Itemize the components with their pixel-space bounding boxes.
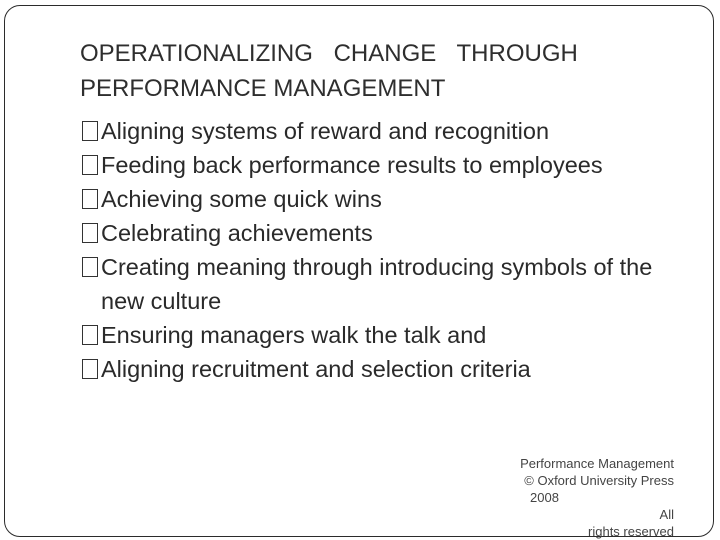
credit-line-year: 2008 xyxy=(530,490,559,505)
bullet-text: Ensuring managers walk the talk and xyxy=(101,322,487,348)
bullet-text: Aligning recruitment and selection criteria xyxy=(101,356,531,382)
bullet-text: Achieving some quick wins xyxy=(101,186,382,212)
square-bullet-icon xyxy=(82,223,98,243)
bullet-item xyxy=(80,250,700,318)
bullet-text: Feeding back performance results to employees xyxy=(101,152,603,178)
bullet-list xyxy=(80,114,700,386)
bullet-item xyxy=(80,148,700,182)
bullet-text: Aligning systems of reward and recognition xyxy=(101,118,550,144)
slide-title-line-2: PERFORMANCE MANAGEMENT xyxy=(80,75,446,102)
square-bullet-icon xyxy=(82,189,98,209)
slide-title xyxy=(80,36,680,106)
square-bullet-icon xyxy=(82,325,98,345)
bullet-text: Creating meaning through introducing symbols of the new culture xyxy=(101,254,653,314)
square-bullet-icon xyxy=(82,359,98,379)
square-bullet-icon xyxy=(82,257,98,277)
square-bullet-icon xyxy=(82,121,98,141)
bullet-item xyxy=(80,352,700,386)
bullet-item xyxy=(80,114,700,148)
credit-line-book: Performance Management xyxy=(520,456,674,471)
slide-title-line-1: OPERATIONALIZING CHANGE THROUGH xyxy=(80,40,578,67)
copyright-footer xyxy=(480,455,674,540)
square-bullet-icon xyxy=(82,155,98,175)
credit-line-publisher: © Oxford University Press xyxy=(524,473,674,488)
credit-line-all: All xyxy=(659,507,674,522)
bullet-item xyxy=(80,318,700,352)
credit-line-rights: rights reserved xyxy=(588,524,674,539)
bullet-text: Celebrating achievements xyxy=(101,220,373,246)
bullet-item xyxy=(80,216,700,250)
bullet-item xyxy=(80,182,700,216)
